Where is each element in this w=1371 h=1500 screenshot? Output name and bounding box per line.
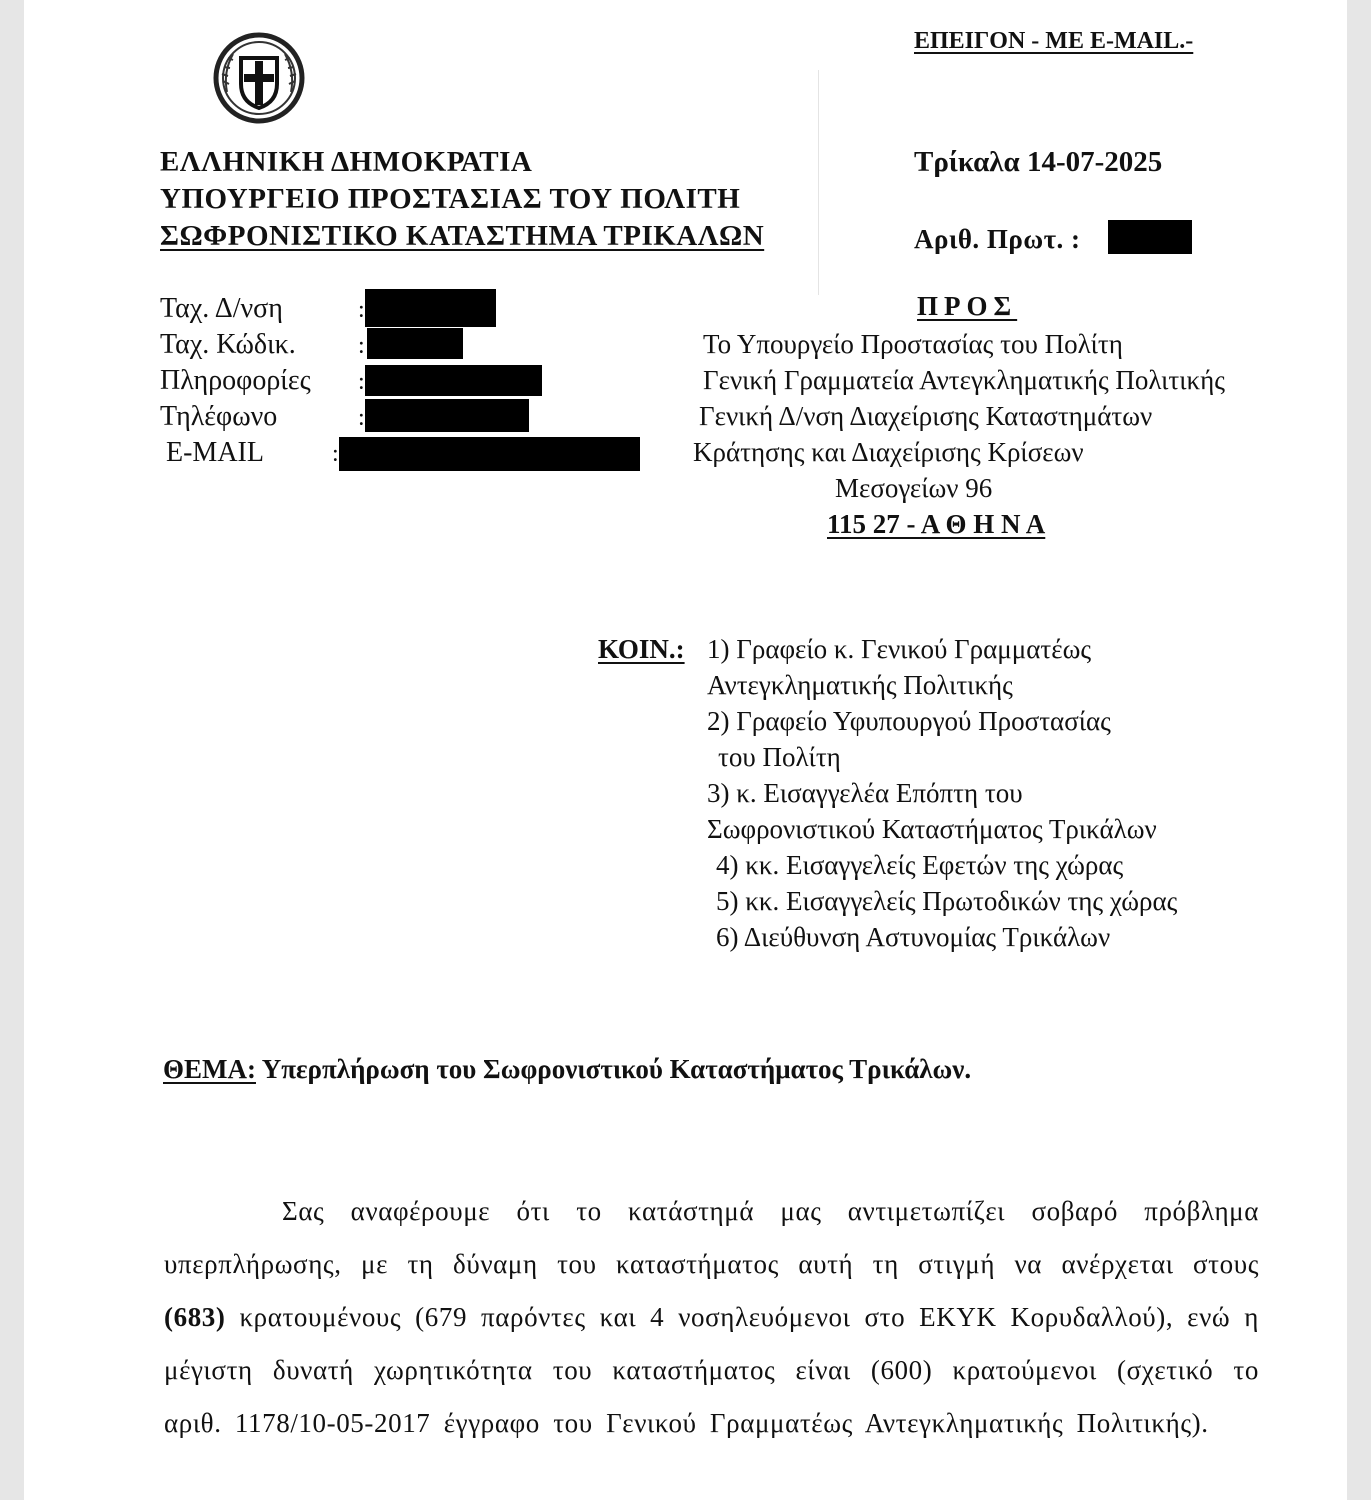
postal-code-separator: : xyxy=(358,333,365,359)
recipient-heading: ΠΡΟΣ xyxy=(917,291,1018,321)
cc-item: 6) Διεύθυνση Αστυνομίας Τρικάλων xyxy=(716,922,1111,952)
subject-line xyxy=(163,1054,971,1085)
email-label: E-MAIL xyxy=(166,437,264,468)
recipient-line: Γενική Δ/νση Διαχείρισης Καταστημάτων xyxy=(699,401,1153,431)
info-label: Πληροφορίες xyxy=(160,365,311,396)
ministry-heading: ΥΠΟΥΡΓΕΙΟ ΠΡΟΣΤΑΣΙΑΣ ΤΟΥ ΠΟΛΙΤΗ xyxy=(160,183,741,215)
greek-coat-of-arms-emblem xyxy=(213,32,305,124)
cc-item: 3) κ. Εισαγγελέα Επόπτη του xyxy=(707,778,1023,808)
cc-item: Αντεγκληματικής Πολιτικής xyxy=(707,670,1013,700)
recipient-city: 115 27 - Α Θ Η Ν Α xyxy=(827,509,1046,539)
republic-heading: ΕΛΛΗΝΙΚΗ ΔΗΜΟΚΡΑΤΙΑ xyxy=(160,146,533,178)
postal-code-label: Ταχ. Κώδικ. xyxy=(160,329,296,360)
cc-item: Σωφρονιστικού Καταστήματος Τρικάλων xyxy=(707,814,1157,844)
body-text-part1: Σας αναφέρουμε ότι το κατάστημά μας αντιμετωπίζει σοβαρό πρόβλημα υπερπλήρωσης, με τη δύναμη του καταστήματος αυτή τη στιγμή να ανέρχεται στους xyxy=(164,1196,1259,1279)
redacted-phone xyxy=(365,399,529,432)
address-label: Ταχ. Δ/νση xyxy=(160,293,283,324)
redacted-email xyxy=(339,437,640,471)
cc-item: 1) Γραφείο κ. Γενικού Γραμματέως xyxy=(707,634,1092,664)
cc-item: 2) Γραφείο Υφυπουργού Προστασίας xyxy=(707,706,1111,736)
redacted-info xyxy=(365,365,542,396)
subject-text: Υπερπλήρωση του Σωφρονιστικού Καταστήματος Τρικάλων. xyxy=(261,1054,972,1084)
cc-item: 5) κκ. Εισαγγελείς Πρωτοδικών της χώρας xyxy=(716,886,1178,916)
recipient-line: Γενική Γραμματεία Αντεγκληματικής Πολιτικής xyxy=(703,365,1225,395)
cc-item: του Πολίτη xyxy=(718,742,841,772)
recipient-line: Κράτησης και Διαχείρισης Κρίσεων xyxy=(693,437,1084,467)
place-date: Τρίκαλα 14-07-2025 xyxy=(914,146,1163,178)
cc-label: ΚΟΙΝ.: xyxy=(598,634,685,664)
subject-label: ΘΕΜΑ: xyxy=(163,1054,256,1084)
cc-item: 4) κκ. Εισαγγελείς Εφετών της χώρας xyxy=(716,850,1124,880)
document-page xyxy=(24,0,1347,1500)
recipient-line: Το Υπουργείο Προστασίας του Πολίτη xyxy=(703,329,1123,359)
body-paragraph xyxy=(164,1185,1259,1450)
phone-separator: : xyxy=(358,405,365,431)
urgent-email-note: ΕΠΕΙΓΟΝ - ΜΕ E-MAIL.- xyxy=(914,28,1194,54)
phone-label: Τηλέφωνο xyxy=(160,401,278,432)
info-separator: : xyxy=(358,369,365,395)
protocol-number-label: Αριθ. Πρωτ. : xyxy=(914,224,1081,254)
recipient-street: Μεσογείων 96 xyxy=(835,473,993,503)
body-text-part2: κρατουμένους (679 παρόντες και 4 νοσηλευόμενοι στο ΕΚΥΚ Κορυδαλλού), ενώ η μέγιστη δυνατή χωρητικότητα του καταστήματος είναι (600) κρατούμενοι (σχετικό το αριθ. 1178/10-05-2017 έγγραφο του Γενικού Γραμματέως Αντεγκληματικής Πολιτικής). xyxy=(164,1302,1259,1438)
address-separator: : xyxy=(358,297,365,323)
redacted-address xyxy=(365,289,496,327)
scan-fold-line xyxy=(818,70,819,295)
detainee-count: (683) xyxy=(164,1302,226,1332)
redacted-protocol-number xyxy=(1108,220,1192,254)
redacted-postal-code xyxy=(367,328,463,359)
email-separator: : xyxy=(332,441,339,467)
institution-heading: ΣΩΦΡΟΝΙΣΤΙΚΟ ΚΑΤΑΣΤΗΜΑ ΤΡΙΚΑΛΩΝ xyxy=(160,220,765,252)
